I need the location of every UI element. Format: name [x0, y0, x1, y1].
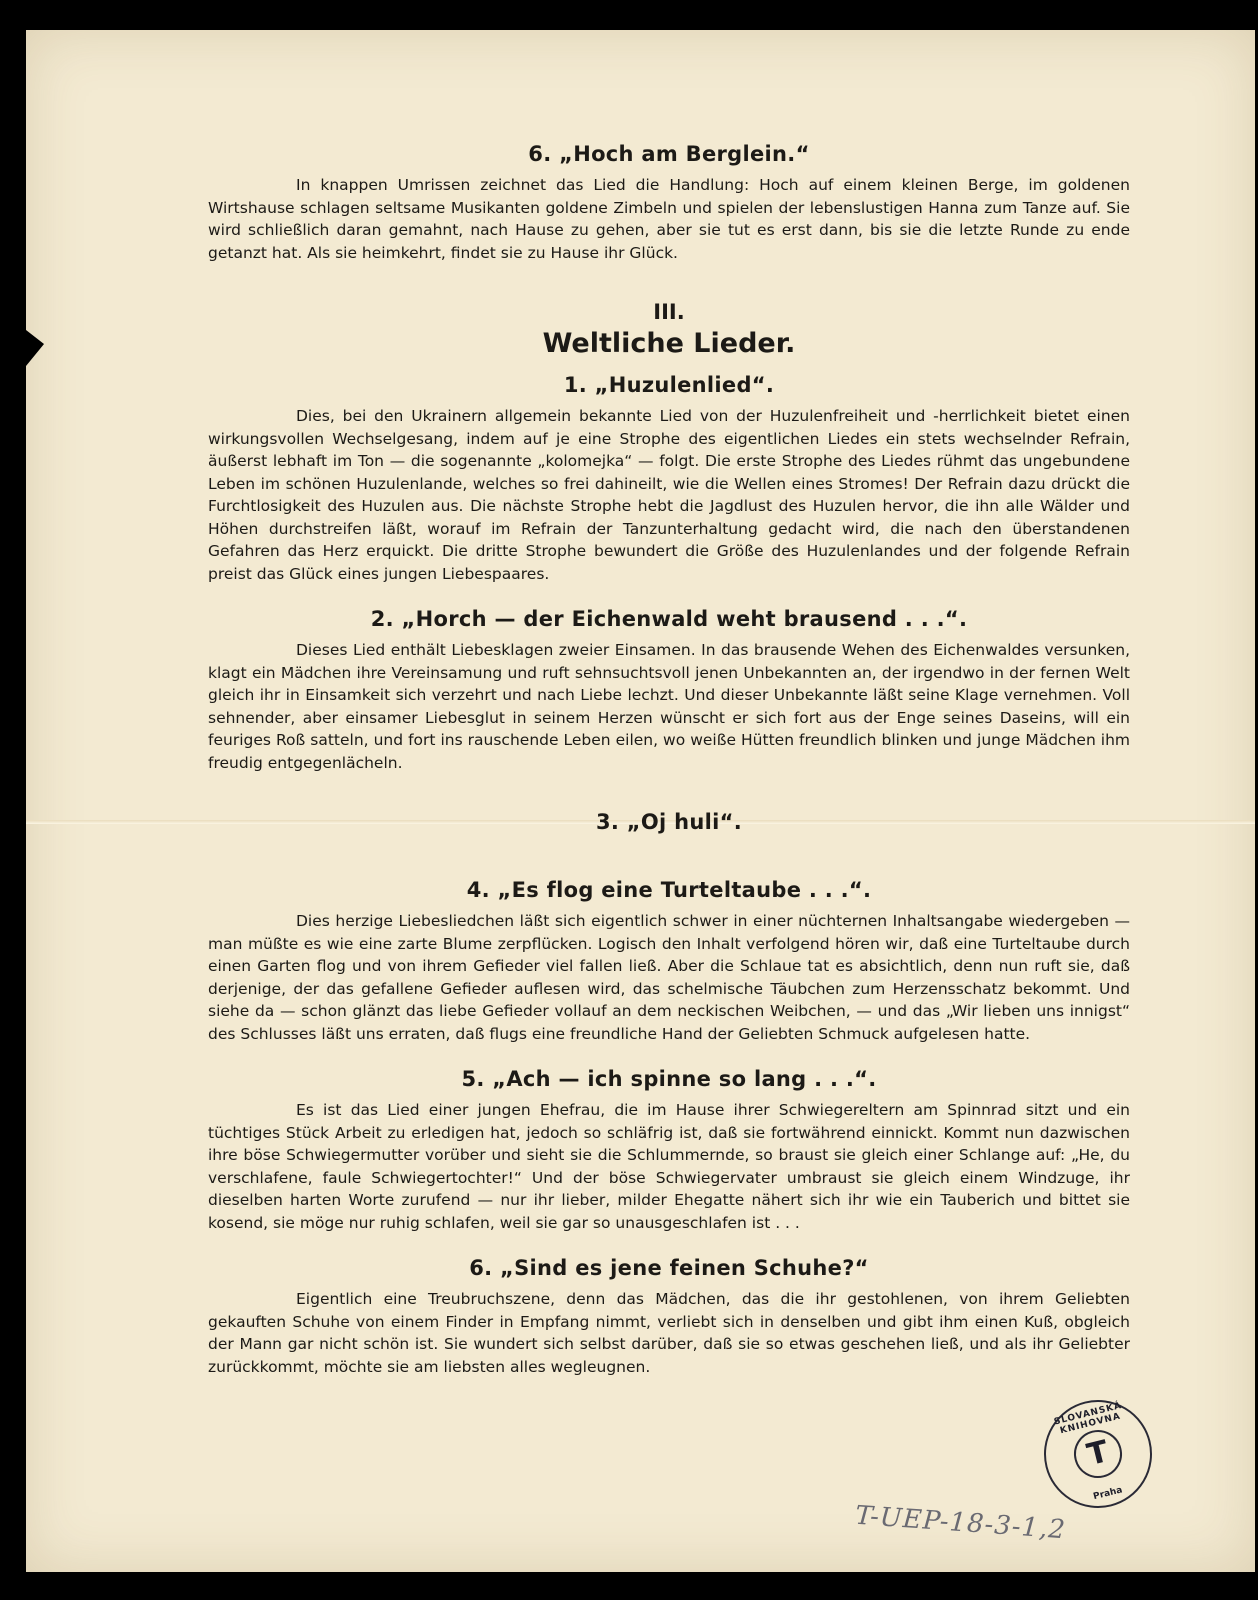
song-paragraph: Dieses Lied enthält Liebesklagen zweier Einsamen. In das brausende Wehen des Eichenwaldes versunken, klagt ein Mädchen ihre Vereinsamung und ruft sehnsuchtsvoll jenen Unbekannten an, der irgendwo in der fernen Welt gleich ihr in Einsamkeit sich verzehrt und nach Liebe lechzt. Und dieser Unbekannte läßt seine Klage vernehmen. Voll sehnender, aber einsamer Liebesglut in seinem Herzen wünscht er sich fort aus der Enge seines Daseins, will ein feuriges Roß satteln, und fort ins rauschende Leben eilen, wo weiße Hütten freundlich blinken und junge Mädchen ihm freudig entgegenlächeln. [208, 641, 1130, 772]
song-heading: 1. „Huzulenlied“. [563, 373, 775, 397]
song-heading: 6. „Sind es jene feinen Schuhe?“ [469, 1256, 869, 1280]
song-paragraph: Eigentlich eine Treubruchszene, denn das Mädchen, das die ihr gestohlenen, von ihrem Geliebten gekauften Schuhe von einem Finder in Empfang nimmt, verliebt sich in denselben und gibt ihm einen Kuß, obgleich der Mann gar nicht schön ist. Sie wundert sich selbst darüber, daß sie so etwas geschehen ließ, und als ihr Geliebter zurückkommt, möchte sie am liebsten alles wegleugnen. [208, 1290, 1130, 1376]
handwritten-shelfmark: T-UEP-18-3-1,2 [854, 1500, 1067, 1546]
stamp-ring-text: SLOVANSKÁ KNIHOVNA [1053, 1400, 1124, 1437]
page-content [208, 142, 1130, 1378]
part-title: Weltliche Lieder. [542, 328, 796, 359]
stamp-letter: T [1069, 1425, 1127, 1483]
song-heading: 5. „Ach — ich spinne so lang . . .“. [461, 1067, 877, 1091]
stamp-city: Praha [1092, 1485, 1124, 1503]
section-paragraph: In knappen Umrissen zeichnet das Lied die Handlung: Hoch auf einem kleinen Berge, im goldenen Wirtshause schlagen seltsame Musikanten goldene Zimbeln und spielen der lebenslustigen Hanna zum Tanze auf. Sie wird schließlich daran gemahnt, nach Hause zu gehen, aber sie tut es erst dann, bis sie die letzte Runde zu ende getanzt hat. Als sie heimkehrt, findet sie zu Hause ihr Glück. [208, 176, 1130, 262]
song-heading: 4. „Es flog eine Turteltaube . . .“. [466, 878, 872, 902]
song-paragraph: Dies herzige Liebesliedchen läßt sich eigentlich schwer in einer nüchternen Inhaltsangabe wiedergeben — man müßte es wie eine zarte Blume zerpflücken. Logisch den Inhalt verfolgend hören wir, daß eine Turteltaube durch einen Garten flog und von ihrem Gefieder viel fallen ließ. Aber die Schlaue tat es absichtlich, denn nun ruft sie, daß derjenige, der das gefallene Gefieder auflesen wird, das schelmische Täubchen zum Herzensschatz bekommt. Und siehe da — schon glänzt das liebe Gefieder vollauf an dem neckischen Weibchen, — und das „Wir lieben uns innigst“ des Schlusses läßt uns erraten, daß flugs eine freundliche Hand der Geliebten Schmuck aufgelesen hatte. [208, 912, 1130, 1043]
song-paragraph: Es ist das Lied einer jungen Ehefrau, die im Hause ihrer Schwiegereltern am Spinnrad sitzt und ein tüchtiges Stück Arbeit zu erledigen hat, jedoch so schläfrig ist, daß sie fortwährend einnickt. Kommt nun dazwischen ihre böse Schwiegermutter vorüber und sieht sie die Schlummernde, so braust sie gleich einer Schlange auf: „He, du verschlafene, faule Schwiegertochter!“ Und der böse Schwiegervater umbraust sie gleich einem Windzuge, ihr dieselben harten Worte zurufend — nur ihr lieber, milder Ehegatte nähert sich ihr wie ein Tauberich und bittet sie kosend, sie möge nur ruhig schlafen, weil sie gar so unausgeschlafen ist . . . [208, 1101, 1130, 1232]
section-heading: 6. „Hoch am Berglein.“ [528, 142, 810, 166]
torn-edge-notch [26, 330, 44, 366]
document-page [26, 30, 1255, 1572]
song-heading: 3. „Oj huli“. [595, 810, 743, 834]
song-heading: 2. „Horch — der Eichenwald weht brausend . . .“. [370, 607, 968, 631]
part-number: III. [653, 300, 685, 324]
song-paragraph: Dies, bei den Ukrainern allgemein bekannte Lied von der Huzulenfreiheit und -herrlichkeit bietet einen wirkungsvollen Wechselgesang, indem auf je eine Strophe des eigentlichen Liedes ein stets wechselnder Refrain, äußerst lebhaft im Ton — die sogenannte „kolomejka“ — folgt. Die erste Strophe des Liedes rühmt das ungebundene Leben im schönen Huzulenlande, welches so frei dahineilt, wie die Wellen eines Stromes! Der Refrain dazu drückt die Furchtlosigkeit des Huzulen aus. Die nächste Strophe hebt die Jagdlust des Huzulen hervor, die ihn alle Wälder und Höhen durchstreifen läßt, worauf im Refrain der Tanzunterhaltung gedacht wird, die nach den überstandenen Gefahren das Herz erquickt. Die dritte Strophe bewundert die Größe des Huzulenlandes und der folgende Refrain preist das Glück eines jungen Liebespaares. [208, 407, 1130, 583]
